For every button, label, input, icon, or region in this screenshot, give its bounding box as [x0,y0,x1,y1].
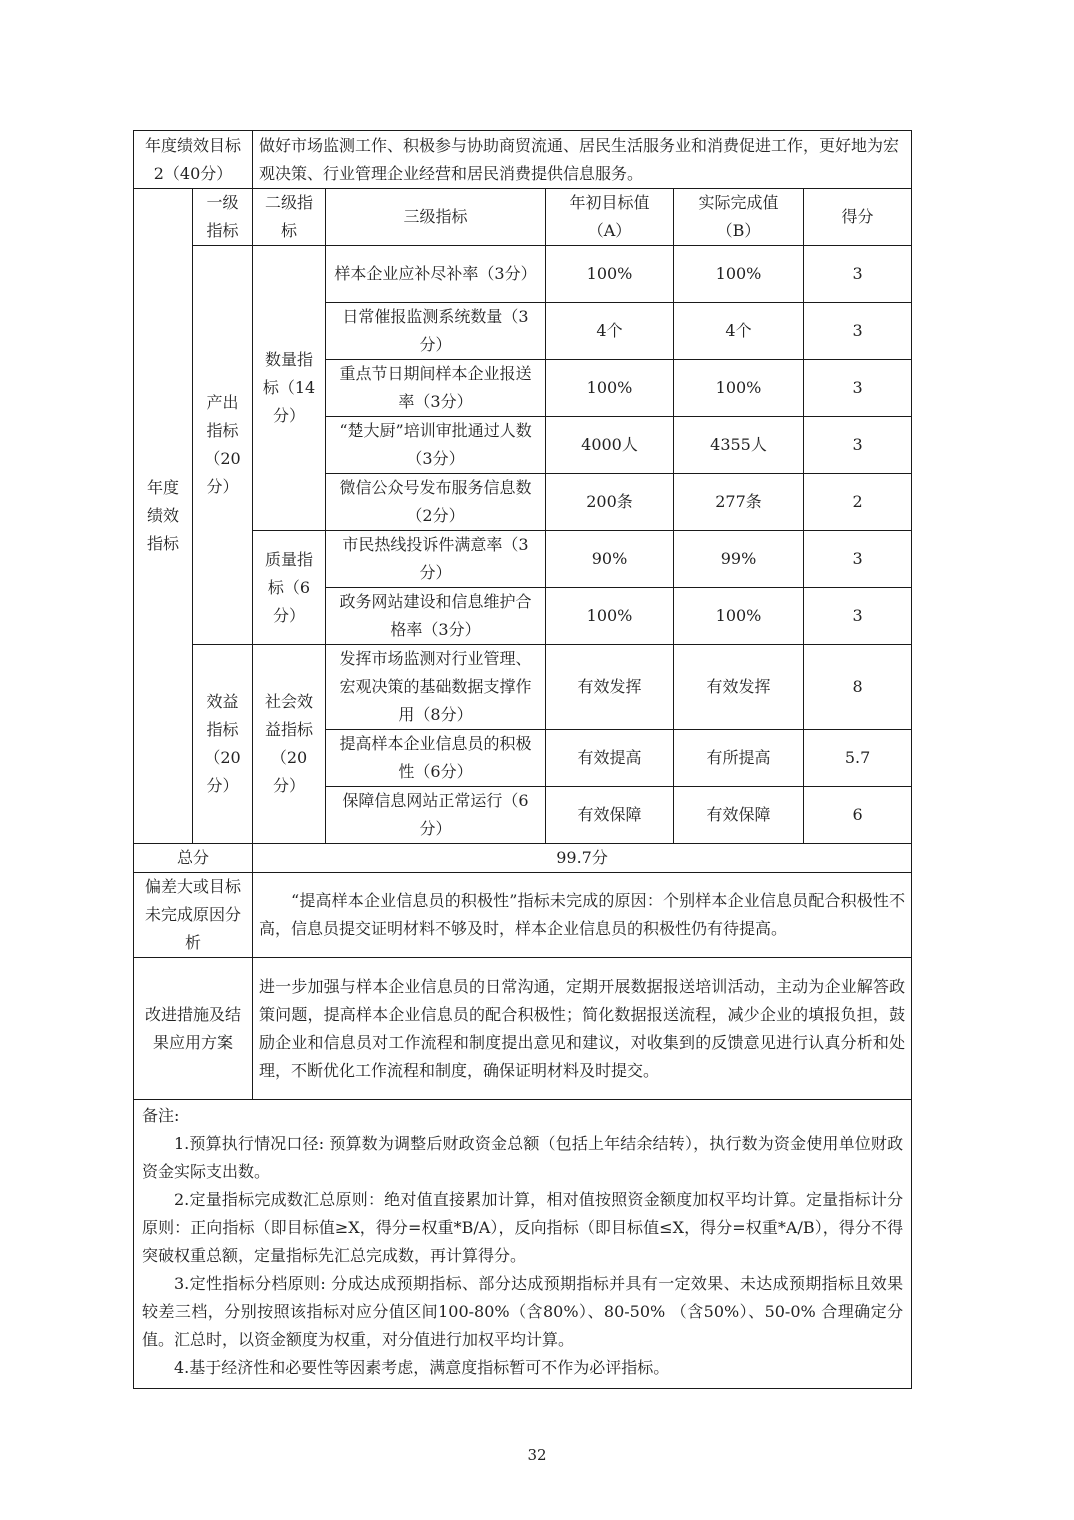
actual-value: 有效保障 [674,787,804,844]
target-value: 有效发挥 [546,645,674,730]
indicator-name: 提高样本企业信息员的积极性（6分） [326,730,546,787]
actual-value: 4个 [674,303,804,360]
total-label: 总分 [134,844,253,873]
actual-value: 100% [674,246,804,303]
table-row [134,246,912,303]
header-row [134,189,912,246]
actual-value: 4355人 [674,417,804,474]
notes-cell [134,1100,912,1389]
score-value: 3 [804,588,912,645]
goal-label: 年度绩效目标2（40分） [134,131,253,189]
score-value: 6 [804,787,912,844]
score-value: 3 [804,360,912,417]
note-item: 4.基于经济性和必要性等因素考虑，满意度指标暂可不作为必评指标。 [174,1358,670,1377]
note-item: 3.定性指标分档原则: 分成达成预期指标、部分达成预期指标并具有一定效果、未达成预期指标且效果较差三档，分别按照该指标对应分值区间100-80%（含80%）、80-50% （含50%）、50-0% 合理确定分值。汇总时，以资金额度为权重，对分值进行加权平均计算。 [142,1274,904,1349]
actual-value: 有效发挥 [674,645,804,730]
indicator-name: 重点节日期间样本企业报送率（3分） [326,360,546,417]
indicators-section-label [134,189,193,844]
actual-value: 100% [674,588,804,645]
header-level1: 一级指标 [193,189,253,246]
target-value: 4000人 [546,417,674,474]
goal-text: 做好市场监测工作、积极参与协助商贸流通、居民生活服务业和消费促进工作，更好地为宏观决策、行业管理企业经营和居民消费提供信息服务。 [253,131,912,189]
indicator-name: 日常催报监测系统数量（3分） [326,303,546,360]
improvement-row [134,958,912,1100]
goal-row [134,131,912,189]
header-level2: 二级指标 [253,189,326,246]
level2-quality: 质量指标（6分） [253,531,326,645]
header-target-text: 年初目标值（A） [569,193,650,240]
deviation-text: “提高样本企业信息员的积极性”指标未完成的原因：个别样本企业信息员配合积极性不高，信息员提交证明材料不够及时，样本企业信息员的积极性仍有待提高。 [253,873,912,958]
indicator-name: “楚大厨”培训审批通过人数（3分） [326,417,546,474]
target-value: 200条 [546,474,674,531]
indicator-name: 政务网站建设和信息维护合格率（3分） [326,588,546,645]
actual-value: 有所提高 [674,730,804,787]
total-row [134,844,912,873]
performance-table [133,130,912,1389]
header-actual-text: 实际完成值（B） [698,193,779,240]
target-value: 90% [546,531,674,588]
level1-output: 产出指标（20分） [193,246,253,645]
improvement-text: 进一步加强与样本企业信息员的日常沟通，定期开展数据报送培训活动，主动为企业解答政策问题，提高样本企业信息员的配合积极性；简化数据报送流程，减少企业的填报负担，鼓励企业和信息员对工作流程和制度提出意见和建议，对收集到的反馈意见进行认真分析和处理，不断优化工作流程和制度，确保证明材料及时提交。 [253,958,912,1100]
header-score: 得分 [804,189,912,246]
note-item: 1.预算执行情况口径: 预算数为调整后财政资金总额（包括上年结余结转），执行数为资金使用单位财政资金实际支出数。 [142,1134,904,1181]
notes-row [134,1100,912,1389]
indicators-section-text: 年度绩效指标 [146,478,179,553]
level1-benefit: 效益指标（20分） [193,645,253,844]
deviation-label: 偏差大或目标未完成原因分析 [134,873,253,958]
target-value: 4个 [546,303,674,360]
score-value: 3 [804,417,912,474]
header-actual [674,189,804,246]
notes-title: 备注: [142,1106,180,1125]
score-value: 5.7 [804,730,912,787]
score-value: 3 [804,531,912,588]
target-value: 有效保障 [546,787,674,844]
target-value: 100% [546,360,674,417]
score-value: 8 [804,645,912,730]
indicator-name: 保障信息网站正常运行（6分） [326,787,546,844]
deviation-row [134,873,912,958]
indicator-name: 发挥市场监测对行业管理、宏观决策的基础数据支撑作用（8分） [326,645,546,730]
score-value: 2 [804,474,912,531]
indicator-name: 市民热线投诉件满意率（3分） [326,531,546,588]
target-value: 100% [546,246,674,303]
score-value: 3 [804,303,912,360]
table-row [134,645,912,730]
target-value: 有效提高 [546,730,674,787]
actual-value: 277条 [674,474,804,531]
header-level3: 三级指标 [326,189,546,246]
level2-quantity: 数量指标（14分） [253,246,326,531]
note-item: 2.定量指标完成数汇总原则：绝对值直接累加计算，相对值按照资金额度加权平均计算。定量指标计分原则：正向指标（即目标值≥X，得分=权重*B/A），反向指标（即目标值≤X，得分=权重*A/B），得分不得突破权重总额，定量指标先汇总完成数，再计算得分。 [142,1190,904,1265]
actual-value: 99% [674,531,804,588]
actual-value: 100% [674,360,804,417]
indicator-name: 样本企业应补尽补率（3分） [326,246,546,303]
header-target [546,189,674,246]
target-value: 100% [546,588,674,645]
score-value: 3 [804,246,912,303]
level2-social-benefit: 社会效益指标（20分） [253,645,326,844]
page-number: 32 [527,1446,547,1464]
improvement-label: 改进措施及结果应用方案 [134,958,253,1100]
total-value: 99.7分 [253,844,912,873]
indicator-name: 微信公众号发布服务信息数（2分） [326,474,546,531]
